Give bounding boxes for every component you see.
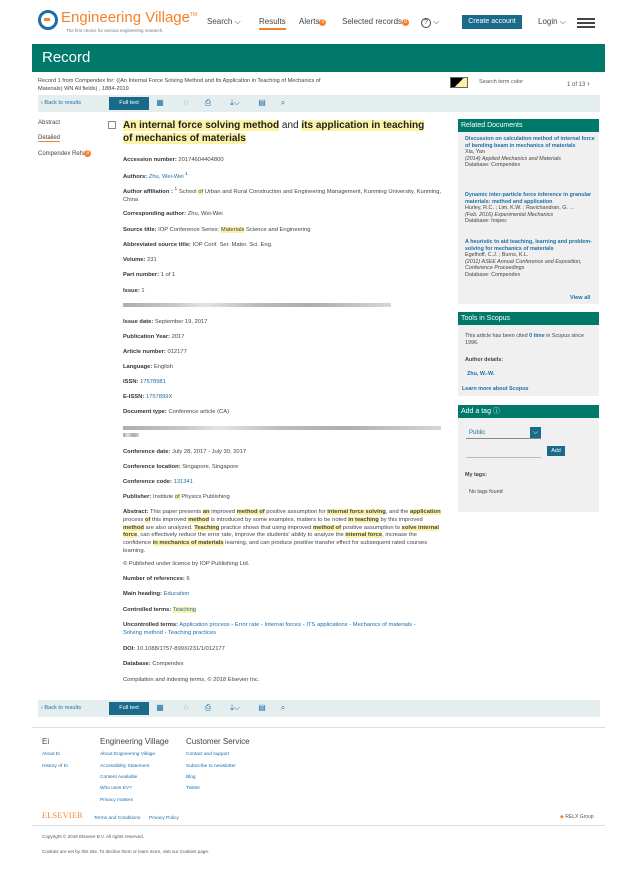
brand-title[interactable]: Engineering Village™ bbox=[61, 9, 198, 26]
nav-alerts[interactable]: Alerts 0 bbox=[299, 17, 326, 26]
publisher: Publisher: Institute of Physics Publishing bbox=[123, 494, 230, 500]
scopus-author-link[interactable]: Zhu, W.-W. bbox=[467, 371, 495, 377]
download-icon[interactable]: ⤓⌵ bbox=[230, 703, 240, 712]
uncontrolled-terms: Uncontrolled terms: Application process - Error rate - Internal forces - ITS applications - Mechanics of materials - Solving method - Teaching practices bbox=[123, 622, 416, 636]
footer-link[interactable]: Who uses EV? bbox=[100, 786, 132, 791]
uncontrolled-term-link[interactable]: Teaching practices bbox=[168, 630, 217, 636]
term-separator: - bbox=[259, 622, 265, 628]
footer-link[interactable]: History of Ei bbox=[42, 764, 68, 769]
conference-code-link[interactable]: 131341 bbox=[173, 479, 193, 485]
related-item bbox=[465, 239, 595, 279]
related-item-authors: Egelhoff, C.J. ; Burns, K.L. bbox=[465, 252, 529, 259]
highlighted-term: internal force bbox=[345, 532, 383, 539]
copyright: Copyright © 2018 Elsevier B.V. All rights reserved. bbox=[42, 834, 145, 839]
footer-link[interactable]: Content Available bbox=[100, 775, 138, 780]
record-query-info: Record 1 from Compendex for: ((An Internal Force Solving Method and Its Application in Teaching of Mechanics of Materials) WN All fields) , 1884-2019 bbox=[38, 78, 321, 92]
print-icon[interactable]: ⎙ bbox=[204, 703, 212, 712]
chevron-down-icon: ⌵ bbox=[559, 17, 566, 26]
tag-input[interactable] bbox=[466, 448, 541, 458]
highlighted-term: method of bbox=[236, 509, 265, 515]
search-term-color-swatch[interactable] bbox=[450, 77, 468, 88]
nav-results[interactable]: Results bbox=[259, 17, 286, 30]
tab-compendex-refs[interactable]: Compendex Refs 0 bbox=[38, 150, 91, 157]
highlighted-term: internal force solving bbox=[327, 509, 386, 515]
save-folder-icon[interactable]: ▤ bbox=[258, 98, 266, 107]
part-number: Part number: 1 of 1 bbox=[123, 272, 176, 278]
footer-link[interactable]: About Engineering Village bbox=[100, 752, 156, 757]
hamburger-menu-icon[interactable] bbox=[577, 18, 595, 28]
related-item bbox=[465, 192, 595, 225]
full-text-button[interactable]: Full text bbox=[109, 702, 149, 715]
volume: Volume: 231 bbox=[123, 257, 157, 263]
nav-selected-records[interactable]: Selected records 0 bbox=[342, 17, 409, 26]
scopus-heading: Tools in Scopus bbox=[458, 312, 599, 325]
abstract-segment: , and the bbox=[385, 509, 411, 515]
search-icon[interactable]: ⌕ bbox=[280, 98, 286, 107]
ei-logo-icon[interactable] bbox=[38, 10, 58, 30]
issn: ISSN: 17578981 bbox=[123, 379, 166, 385]
alerts-count-badge: 0 bbox=[319, 19, 326, 26]
page-title: Record bbox=[32, 44, 605, 72]
abstract: Abstract: This paper presents an improved method of positive assumption for internal force solving, and the application process of this improved method is introduced by some examples, matters to be noted in teaching by this improved method are also analyzed. Teaching practice shows that using improved method of positive assumption to solve internal force, can effectively reduce the error rate, improve the students' ability to analyze the internal force, increase the confidence in mechanics of materials learning, and can produce positive transfer effect for subsequent rated courses learning. bbox=[123, 509, 441, 554]
conference-date: Conference date: July 28, 2017 - July 30, 2017 bbox=[123, 449, 247, 455]
search-icon[interactable]: ⌕ bbox=[280, 703, 286, 712]
footer-link[interactable]: Blog bbox=[186, 775, 196, 780]
related-item-database: Database: Compendex bbox=[465, 162, 521, 169]
issue: Issue: 1 bbox=[123, 288, 145, 294]
related-item-title[interactable]: Discussion on calculation method of internal force of bending beam in mechanics of materials bbox=[465, 136, 595, 149]
issn-link[interactable]: 17578981 bbox=[140, 379, 166, 385]
no-tags-text: No tags found bbox=[469, 489, 503, 495]
conference-location: Conference location: Singapore, Singapore bbox=[123, 464, 239, 470]
term-separator: - bbox=[412, 622, 416, 628]
scopus-cited: This article has been cited 0 time in Scopus since 1996. bbox=[465, 333, 584, 346]
abstract-segment: are also analyzed. bbox=[143, 524, 195, 531]
download-icon[interactable]: ⤓⌵ bbox=[230, 98, 240, 107]
abstract-segment: This paper presents bbox=[149, 509, 203, 515]
highlighted-term: an bbox=[202, 509, 210, 515]
my-tags-label: My tags: bbox=[465, 472, 487, 478]
term-separator: - bbox=[301, 622, 307, 628]
footer-link[interactable]: Privacy matters bbox=[100, 798, 134, 803]
help-menu[interactable] bbox=[421, 17, 439, 28]
main-heading: Main heading: Education bbox=[123, 591, 190, 597]
abstract-segment: , can effectively reduce the error rate, improve the students' ability to analyze the bbox=[137, 532, 346, 539]
record-toolbar-bottom bbox=[38, 700, 600, 717]
uncontrolled-term-link[interactable]: ITS applications bbox=[306, 622, 348, 628]
chevron-down-icon: ⌵ bbox=[234, 17, 241, 26]
main-heading-link[interactable]: Education bbox=[163, 591, 190, 597]
doi: DOI: 10.1088/1757-899X/231/1/012177 bbox=[123, 646, 225, 652]
highlighted-term: method bbox=[123, 524, 144, 531]
save-folder-icon[interactable]: ▤ bbox=[258, 703, 266, 712]
footer-col-cs: Customer Service bbox=[186, 737, 250, 746]
select-record-checkbox[interactable] bbox=[108, 121, 116, 129]
related-item-source: (2014) Applied Mechanics and Materials bbox=[465, 155, 561, 162]
corresponding-author: Corresponding author: Zhu, Wei-Wei bbox=[123, 211, 223, 217]
abstract-segment: is introduced by some examples, matters to be noted bbox=[209, 516, 349, 523]
search-term-color-label: Search term color bbox=[479, 79, 524, 85]
chevron-down-icon: ⌵ bbox=[433, 17, 440, 26]
top-bar bbox=[0, 0, 633, 44]
selected-count-badge: 0 bbox=[402, 19, 409, 26]
footer-divider bbox=[32, 727, 605, 728]
footer-link[interactable]: Twitter bbox=[186, 786, 201, 791]
term-separator: - bbox=[229, 622, 235, 628]
author-link[interactable]: Zhu, Wei-Wei bbox=[148, 173, 184, 180]
chevron-down-icon[interactable]: ⌵ bbox=[530, 427, 541, 438]
related-item-database: Database: Inspec bbox=[465, 218, 507, 225]
redacted-line bbox=[123, 303, 391, 307]
footer-col-ei: Ei bbox=[42, 737, 50, 746]
uncontrolled-term-link[interactable]: Error rate bbox=[234, 622, 260, 628]
table-icon[interactable]: ▦ bbox=[156, 98, 164, 107]
highlighted-term: method of bbox=[313, 524, 342, 531]
highlighted-term: of bbox=[144, 516, 151, 523]
privacy-link[interactable]: Privacy Policy bbox=[149, 816, 179, 821]
controlled-terms: Controlled terms: Teaching bbox=[123, 607, 197, 613]
learn-more-scopus-link[interactable]: Learn more about Scopus bbox=[462, 386, 529, 392]
record-pager: 1 of 13 › bbox=[567, 79, 590, 88]
authors: Authors: Zhu, Wei-Wei $^1$ bbox=[123, 172, 188, 180]
number-of-references: Number of references: 6 bbox=[123, 576, 190, 582]
abstract-segment: learning, and can produce positive transfer effect for subsequent rated courses learning. bbox=[123, 540, 428, 554]
highlighted-term: solve internal force bbox=[123, 524, 439, 539]
create-account-button[interactable]: Create account bbox=[462, 15, 522, 29]
abstract-segment: positive assumption to bbox=[341, 524, 402, 531]
uncontrolled-term-link[interactable]: Solving method bbox=[123, 630, 163, 636]
highlighted-term: in teaching bbox=[348, 516, 379, 523]
add-tag-heading: Add a tag ⓘ bbox=[458, 405, 599, 418]
help-icon: ? bbox=[421, 18, 431, 28]
comment-icon[interactable]: ◌ bbox=[183, 703, 189, 712]
record-toolbar bbox=[38, 95, 600, 112]
licence: © Published under licence by IOP Publishing Ltd. bbox=[123, 561, 250, 567]
cookie-notice: Cookies are set by this site. To decline them or learn more, visit our Cookies page. bbox=[42, 849, 210, 854]
document-type: Document type: Conference article (CA) bbox=[123, 409, 230, 415]
highlighted-term: application bbox=[410, 509, 441, 515]
table-icon[interactable]: ▦ bbox=[156, 703, 164, 712]
full-text-button[interactable]: Full text bbox=[109, 97, 149, 110]
uncontrolled-term-link[interactable]: Internal forces bbox=[264, 622, 302, 628]
conference-code: Conference code: 131341 bbox=[123, 479, 193, 485]
add-tag-button[interactable]: Add bbox=[547, 446, 565, 456]
related-documents-heading: Related Documents bbox=[458, 119, 599, 132]
abstract-segment: process bbox=[123, 516, 145, 523]
related-item-source: (Feb. 2016) Experimental Mechanics bbox=[465, 211, 554, 218]
controlled-term-link[interactable]: Teaching bbox=[172, 607, 197, 613]
scopus-author-label: Author details: bbox=[465, 357, 504, 363]
article-title: An internal force solving method and its application in teaching of mechanics of materials bbox=[123, 120, 425, 144]
tab-detailed[interactable]: Detailed bbox=[38, 135, 61, 141]
abstract-segment: improved bbox=[209, 509, 237, 515]
footer-link[interactable]: About Ei bbox=[42, 752, 61, 757]
abstract-segment: by this improved bbox=[378, 516, 423, 523]
related-item bbox=[465, 136, 595, 169]
abstract-text bbox=[123, 509, 441, 554]
abstract-segment: this improved bbox=[150, 516, 189, 523]
footer-link[interactable]: Accessibility Statement bbox=[100, 764, 150, 769]
term-separator: - bbox=[347, 622, 353, 628]
relx-logo[interactable]: ◆ RELX Group bbox=[560, 814, 594, 820]
source-title: Source title: IOP Conference Series: Materials Science and Engineering bbox=[123, 227, 311, 233]
accession-number: Accession number: 20174604404800 bbox=[123, 157, 224, 163]
tagline: The first choice for serious engineering research. bbox=[66, 28, 164, 33]
footer-link[interactable]: Subscribe to newsletter bbox=[186, 764, 236, 769]
language: Language: English bbox=[123, 364, 173, 370]
tag-visibility-select[interactable]: Public bbox=[466, 427, 541, 439]
login-menu[interactable]: Login ⌵ bbox=[538, 17, 566, 26]
abbreviated-source-title: Abbreviated source title: IOP Conf. Ser. Mater. Sci. Eng. bbox=[123, 242, 273, 248]
related-item-authors: Hurley, R.C. ; Lim, K.W. ; Ravichandran, G. ... bbox=[465, 205, 574, 212]
nav-search[interactable]: Search ⌵ bbox=[207, 17, 241, 26]
tab-abstract[interactable]: Abstract bbox=[38, 120, 61, 126]
uncontrolled-term-link[interactable]: Mechanics of materials bbox=[352, 622, 413, 628]
abstract-segment: positive assumption for bbox=[264, 509, 328, 515]
database: Database: Compendex bbox=[123, 661, 184, 667]
footer-link[interactable]: Contact and support bbox=[186, 752, 230, 757]
back-to-results-link[interactable]: ‹ Back to results bbox=[41, 705, 82, 711]
highlighted-term: Teaching bbox=[194, 524, 220, 531]
uncontrolled-term-link[interactable]: Application process bbox=[179, 622, 230, 628]
highlighted-term: method bbox=[188, 516, 210, 523]
info-icon[interactable]: ⓘ bbox=[492, 408, 500, 415]
related-item-database: Database: Compendex bbox=[465, 271, 521, 278]
terms-link[interactable]: Terms and Conditions bbox=[94, 816, 141, 821]
back-to-results-link[interactable]: ‹ Back to results bbox=[41, 100, 82, 106]
e-issn: E-ISSN: 1757899X bbox=[123, 394, 173, 400]
view-all-link[interactable]: View all bbox=[570, 295, 591, 301]
abstract-segment: practice shows that using improved bbox=[219, 524, 314, 531]
abstract-segment: , increase the confidence bbox=[123, 532, 417, 547]
next-record-icon[interactable]: › bbox=[587, 79, 590, 88]
redacted-line bbox=[123, 426, 441, 430]
footer-col-ev: Engineering Village bbox=[100, 737, 169, 746]
compilation-notice: Compilation and indexing terms, © 2018 Elsevier Inc. bbox=[123, 677, 260, 683]
related-item-authors: Xia, Yan bbox=[465, 149, 485, 156]
publication-year: Publication Year: 2017 bbox=[123, 334, 185, 340]
highlighted-term: in mechanics of materials bbox=[152, 540, 224, 547]
redacted-line bbox=[123, 433, 139, 437]
author-affiliation: Author affiliation : $^1$ School of Urban and Rural Construction and Engineering Management, Kunming University, Kunming, China bbox=[123, 187, 442, 203]
refs-count-badge: 0 bbox=[84, 150, 91, 157]
related-item-source: (2011) ASEE Annual Conference and Exposition, Conference Proceedings bbox=[465, 258, 582, 272]
related-item-title[interactable]: Dynamic inter-particle force inference in granular materials: method and application bbox=[465, 192, 592, 205]
footer-divider bbox=[32, 825, 605, 826]
print-icon[interactable]: ⎙ bbox=[204, 98, 212, 107]
article-number: Article number: 012177 bbox=[123, 349, 187, 355]
e-issn-link[interactable]: 1757899X bbox=[145, 394, 173, 400]
elsevier-logo[interactable]: ELSEVIER bbox=[42, 811, 83, 820]
term-separator: - bbox=[162, 630, 169, 636]
issue-date: Issue date: September 19, 2017 bbox=[123, 319, 208, 325]
comment-icon[interactable]: ◌ bbox=[183, 98, 189, 107]
related-item-title[interactable]: A heuristic to aid teaching, learning and problem-solving for mechanics of materials bbox=[465, 239, 592, 252]
